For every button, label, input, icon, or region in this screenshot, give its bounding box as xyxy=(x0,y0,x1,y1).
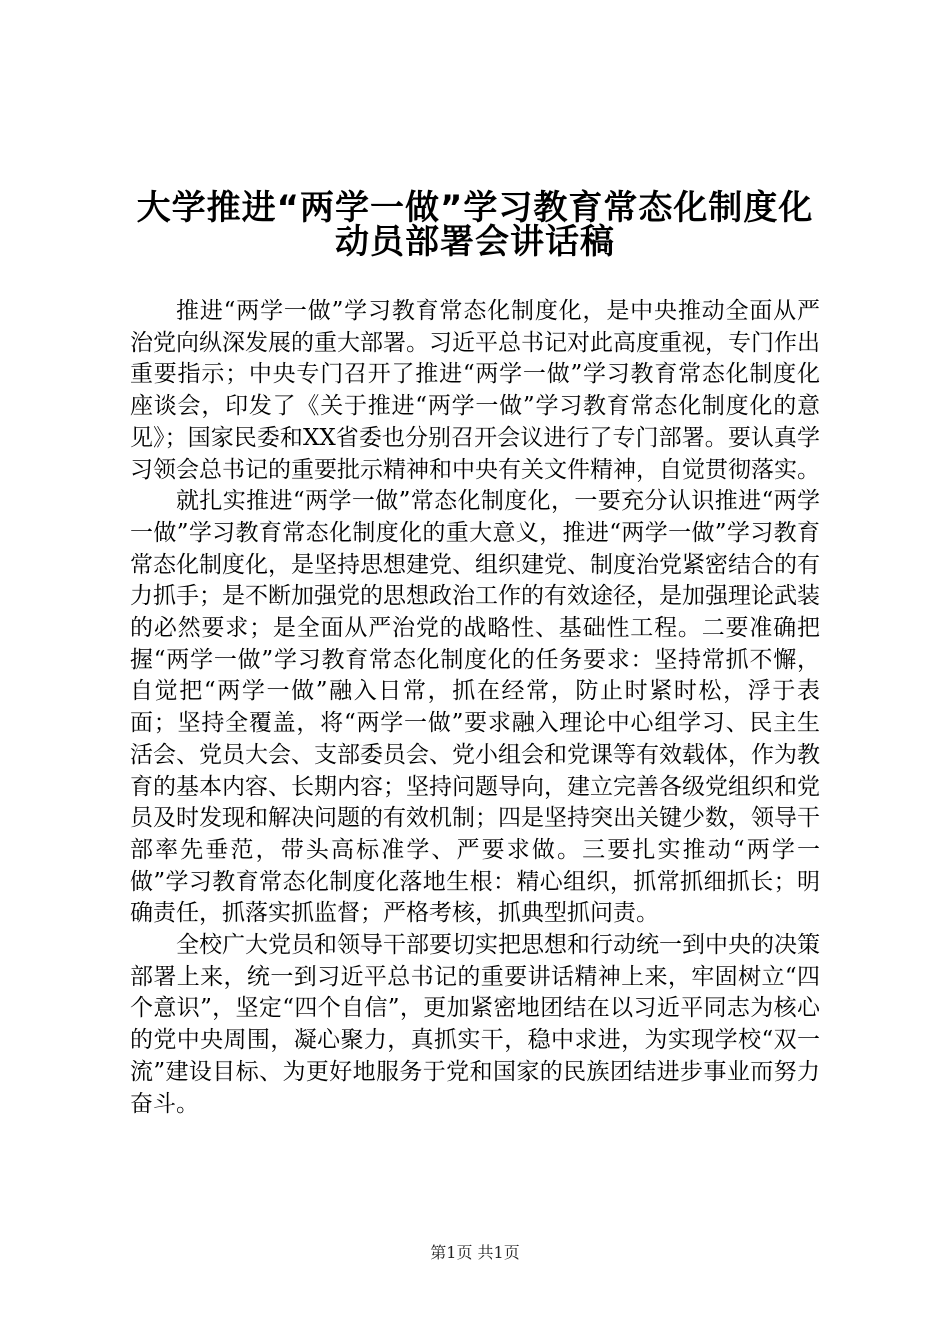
document-title-line-1: 大学推进“两学一做”学习教育常态化制度化 xyxy=(136,188,814,228)
paragraph-3: 全校广大党员和领导干部要切实把思想和行动统一到中央的决策部署上来，统一到习近平总书记的重要讲话精神上来，牢固树立“四个意识”，坚定“四个自信”，更加紧密地团结在以习近平同志为核心的党中央周围，凝心聚力，真抓实干，稳中求进，为实现学校“双一流”建设目标、为更好地服务于党和国家的民族团结进步事业而努力奋斗。 xyxy=(130,932,820,1117)
page-number-footer: 第1页 共1页 xyxy=(430,1243,520,1262)
document-body xyxy=(130,296,820,1120)
document-title-line-2: 动员部署会讲话稿 xyxy=(335,222,615,262)
paragraph-2: 就扎实推进“两学一做”常态化制度化，一要充分认识推进“两学一做”学习教育常态化制度化的重大意义，推进“两学一做”学习教育常态化制度化，是坚持思想建党、组织建党、制度治党紧密结合的有力抓手；是不断加强党的思想政治工作的有效途径，是加强理论武装的必然要求；是全面从严治党的战略性、基础性工程。二要准确把握“两学一做”学习教育常态化制度化的任务要求：坚持常抓不懈，自觉把“两学一做”融入日常，抓在经常，防止时紧时松，浮于表面；坚持全覆盖，将“两学一做”要求融入理论中心组学习、民主生活会、党员大会、支部委员会、党小组会和党课等有效载体，作为教育的基本内容、长期内容；坚持问题导向，建立完善各级党组织和党员及时发现和解决问题的有效机制；四是坚持突出关键少数，领导干部率先垂范，带头高标准学、严要求做。三要扎实推动“两学一做”学习教育常态化制度化落地生根：精心组织，抓常抓细抓长；明确责任，抓落实抓监督；严格考核，抓典型抓问责。 xyxy=(130,488,820,927)
paragraph-1: 推进“两学一做”学习教育常态化制度化，是中央推动全面从严治党向纵深发展的重大部署。习近平总书记对此高度重视，专门作出重要指示；中央专门召开了推进“两学一做”学习教育常态化制度化座谈会，印发了《关于推进“两学一做”学习教育常态化制度化的意见》；国家民委和XX省委也分别召开会议进行了专门部署。要认真学习领会总书记的重要批示精神和中央有关文件精神，自觉贯彻落实。 xyxy=(130,298,820,483)
